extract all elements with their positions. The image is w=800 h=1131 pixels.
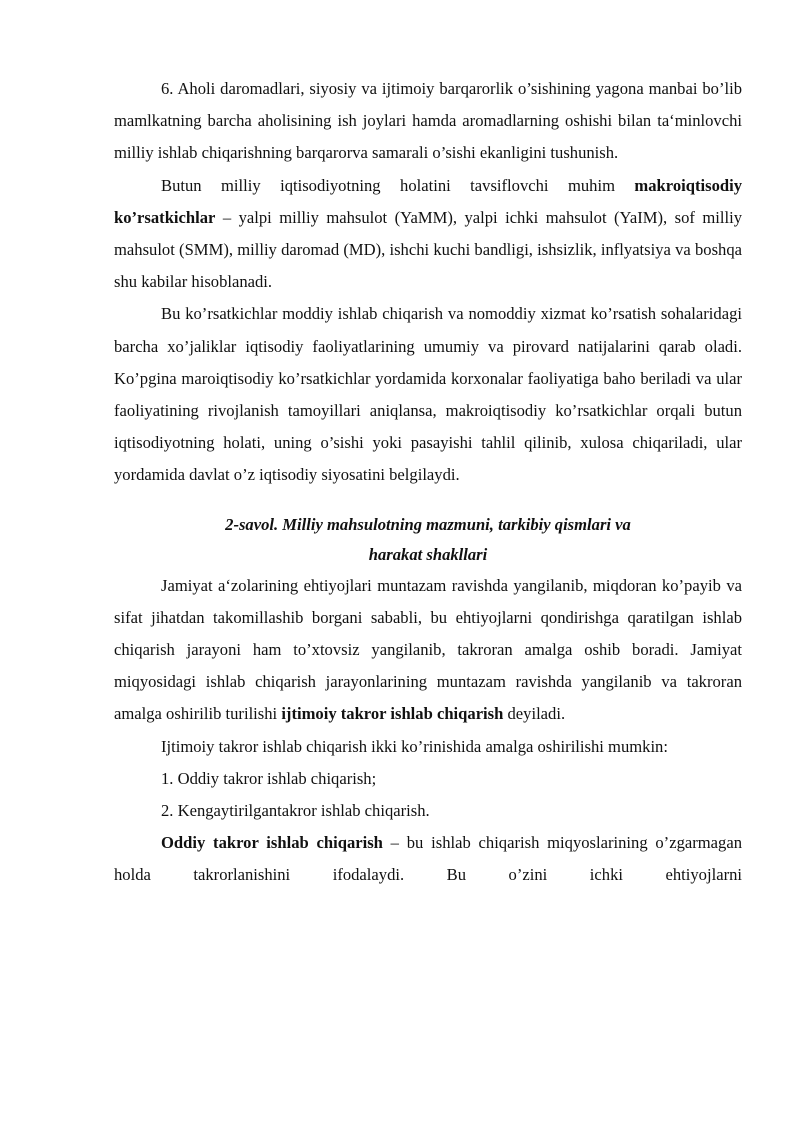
paragraph-makroiqtisodiy-korsatkichlar <box>114 170 742 299</box>
paragraph-korsatkichlar-tavsifi: Bu ko’rsatkichlar moddiy ishlab chiqarish va nomoddiy xizmat ko’rsatish sohalaridagi barcha xo’jaliklar iqtisodiy faoliyatlarining umumiy va pirovard natijalarini qarab oladi. Ko’pgina maroiqtisodiy ko’rsatkichlar yordamida korxonalar faoliyatiga baho beriladi va ular faoliyatining rivojlanish tamoyillari aniqlansa, makroiqtisodiy ko’rsatkichlar orqali butun iqtisodiyotning holati, uning o’sishi yoki pasayishi tahlil qilinib, xulosa chiqariladi, ular yordamida davlat o’z iqtisodiy siyosatini belgilaydi. <box>114 304 742 485</box>
paragraph-text: deyiladi. <box>503 704 566 724</box>
term-ijtimoiy-takror-ishlab-chiqarish: ijtimoiy takror ishlab chiqarish <box>281 704 504 724</box>
paragraph-oddiy-takror <box>114 827 742 891</box>
paragraph-ikki-korinish: Ijtimoiy takror ishlab chiqarish ikki ko’rinishida amalga oshirilishi mumkin: <box>161 736 668 756</box>
paragraph-text: – yalpi milliy mahsulot (YaMM), yalpi ichki mahsulot (YaIM), sof milliy mahsulot (SMM), milliy daromad (MD), ishchi kuchi bandligi, ishsizlik, inflyatsiya va boshqa shu kabilar hisoblanadi. <box>114 207 742 292</box>
list-item-kengaytirilgan: 2. Kengaytirilgantakror ishlab chiqarish. <box>161 801 430 821</box>
paragraph-jamiyat-ehtiyojlari <box>114 570 742 731</box>
term-oddiy-takror-ishlab-chiqarish: Oddiy takror ishlab chiqarish <box>161 833 383 853</box>
paragraph-text: Butun milliy iqtisodiyotning holatini tavsiflovchi muhim <box>161 175 635 195</box>
paragraph-aholi-daromadlari: 6. Aholi daromadlari, siyosiy va ijtimoiy barqarorlik o’sishining yagona manbai bo’lib mamlkatning barcha aholisining ish joylari hamda aromadlarning oshishi bilan ta‘minlovchi milliy ishlab chiqarishning barqarorva samarali o’sishi ekanligini tushunish. <box>114 79 742 163</box>
document-page <box>114 73 742 892</box>
list-item-oddiy: 1. Oddiy takror ishlab chiqarish; <box>161 768 377 788</box>
section-heading-line-2: harakat shakllari <box>368 544 488 564</box>
paragraph-text: Jamiyat a‘zolarining ehtiyojlari muntazam ravishda yangilanib, miqdoran ko’payib va sifat jihatdan takomillashib borgani sababli, bu ehtiyojlarni qondirishga qaratilgan ishlab chiqarish jarayoni ham to’xtovsiz yangilanib, takroran amalga oshib boradi. Jamiyat miqyosidagi ishlab chiqarish jarayonlarining muntazam ravishda yangilanib va takroran amalga oshirilib turilishi <box>114 575 742 724</box>
section-heading <box>114 510 742 570</box>
paragraph-text: – bu ishlab chiqarish miqyoslarining o’zgarmagan holda takrorlanishini ifodalaydi. Bu o’zini ichki ehtiyojlarni <box>114 833 742 885</box>
term-makroiqtisodiy-korsatkichlar: makroiqtisodiy ko’rsatkichlar <box>114 175 742 227</box>
section-heading-line-1: 2-savol. Milliy mahsulotning mazmuni, tarkibiy qismlari va <box>225 514 631 534</box>
